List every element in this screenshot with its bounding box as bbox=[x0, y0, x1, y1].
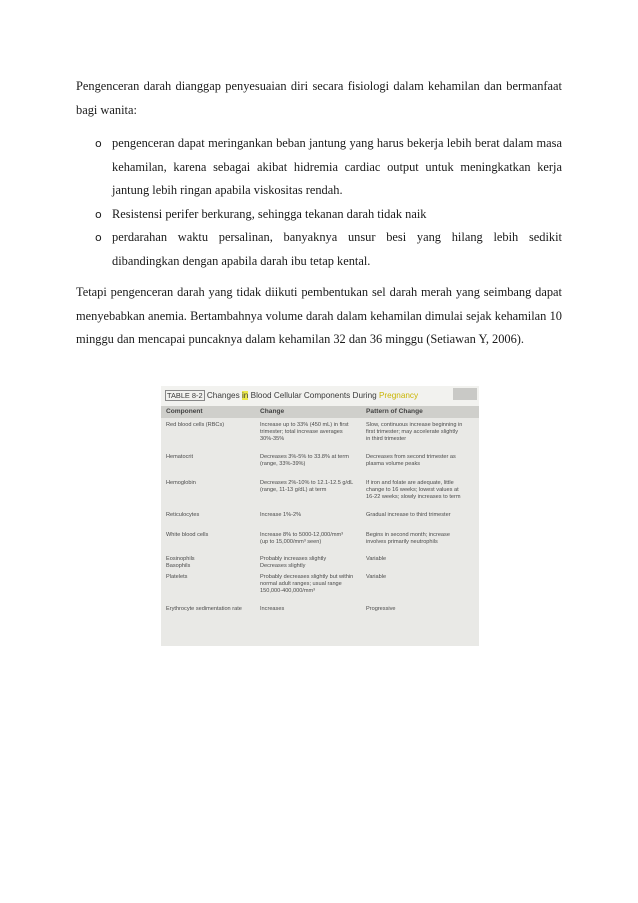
bullet-text: perdarahan waktu persalinan, banyaknya unsur besi yang hilang lebih sedikit dibandingkan dengan apabila darah ibu tetap kental. bbox=[112, 230, 562, 268]
table-cell: Platelets bbox=[166, 574, 188, 580]
table-cell: Reticulocytes bbox=[166, 512, 200, 518]
table-cell: Hemoglobin bbox=[166, 480, 196, 486]
table-cell: Probably decreases slightly but within normal adult ranges; usual range 150,000-400,000/mm³ bbox=[260, 574, 354, 594]
title-word: Changes bbox=[206, 391, 240, 400]
table-title bbox=[161, 386, 479, 406]
table-cell: Begins in second month; increase involves primarily neutrophils bbox=[366, 532, 450, 545]
paragraph-intro: Pengenceran darah dianggap penyesuaian diri secara fisiologi dalam kehamilan dan bermanfaat bagi wanita: bbox=[76, 79, 562, 117]
paragraph-anemia: Tetapi pengenceran darah yang tidak diikuti pembentukan sel darah merah yang seimbang dapat menyebabkan anemia. Bertambahnya volume darah dalam kehamilan dimulai sejak kehamilan 10 minggu dan mencapai puncaknya dalam kehamilan 32 dan 36 minggu (Setiawan Y, 2006). bbox=[76, 285, 562, 346]
table-cell: Increase up to 33% (450 mL) in first trimester; total increase averages 30%-35% bbox=[260, 422, 349, 442]
list-item bbox=[76, 132, 562, 203]
header-change: Change bbox=[260, 408, 285, 415]
bullet-marker: o bbox=[95, 207, 102, 221]
table-cell: Slow, continuous increase beginning in first trimester; may accelerate slightly in third trimester bbox=[366, 422, 463, 442]
table-cell: If iron and folate are adequate, little change to 16 weeks; lowest values at 16-22 weeks; slowly increases to term bbox=[366, 480, 461, 500]
table-cell: Variable bbox=[366, 556, 387, 562]
table-cell: Progressive bbox=[366, 606, 396, 612]
table-cell: Increase 1%-2% bbox=[260, 512, 302, 518]
table-cell: Hematocrit bbox=[166, 454, 194, 460]
table-cell: Decreases 2%-10% to 12.1-12.5 g/dL (range, 11-13 g/dL) at term bbox=[260, 480, 354, 493]
table-cell: Increases bbox=[260, 606, 285, 612]
title-word: Blood Cellular Components During bbox=[250, 391, 377, 400]
header-pattern: Pattern of Change bbox=[366, 408, 423, 415]
bullet-marker: o bbox=[95, 231, 102, 244]
table-image bbox=[161, 386, 479, 646]
table-cell: Erythrocyte sedimentation rate bbox=[166, 606, 242, 612]
table-cell: Gradual increase to third trimester bbox=[366, 512, 451, 518]
table-header-row bbox=[161, 406, 479, 418]
bullet-text: Resistensi perifer berkurang, sehingga tekanan darah tidak naik bbox=[112, 206, 427, 221]
table-cell: Probably increases slightly Decreases slightly bbox=[260, 556, 327, 569]
table-cell: Decreases 3%-5% to 33.8% at term (range, 33%-39%) bbox=[260, 454, 349, 467]
bullet-marker: o bbox=[95, 137, 102, 150]
table-cell: Increase 8% to 5000-12,000/mm³ (up to 15,000/mm³ seen) bbox=[260, 532, 344, 545]
table-corner-mark bbox=[453, 388, 477, 400]
table-cell: Eosinophils Basophils bbox=[166, 556, 195, 569]
list-item bbox=[76, 203, 562, 227]
table-cell: White blood cells bbox=[166, 532, 209, 538]
bullet-list bbox=[76, 132, 562, 273]
title-highlight: in bbox=[241, 391, 249, 400]
header-component: Component bbox=[166, 408, 203, 415]
table-cell: Variable bbox=[366, 574, 387, 580]
table-cell: Decreases from second trimester as plasma volume peaks bbox=[366, 454, 456, 467]
table-cell: Red blood cells (RBCs) bbox=[166, 422, 225, 428]
table-label: TABLE 8-2 bbox=[167, 391, 203, 400]
bullet-text: pengenceran dapat meringankan beban jantung yang harus bekerja lebih berat dalam masa kehamilan, karena sebagai akibat hidremia cardiac output untuk meningkatkan kerja jantung lebih ringan apabila viskositas rendah. bbox=[112, 136, 562, 197]
list-item bbox=[76, 226, 562, 273]
title-highlight: Pregnancy bbox=[378, 391, 419, 400]
